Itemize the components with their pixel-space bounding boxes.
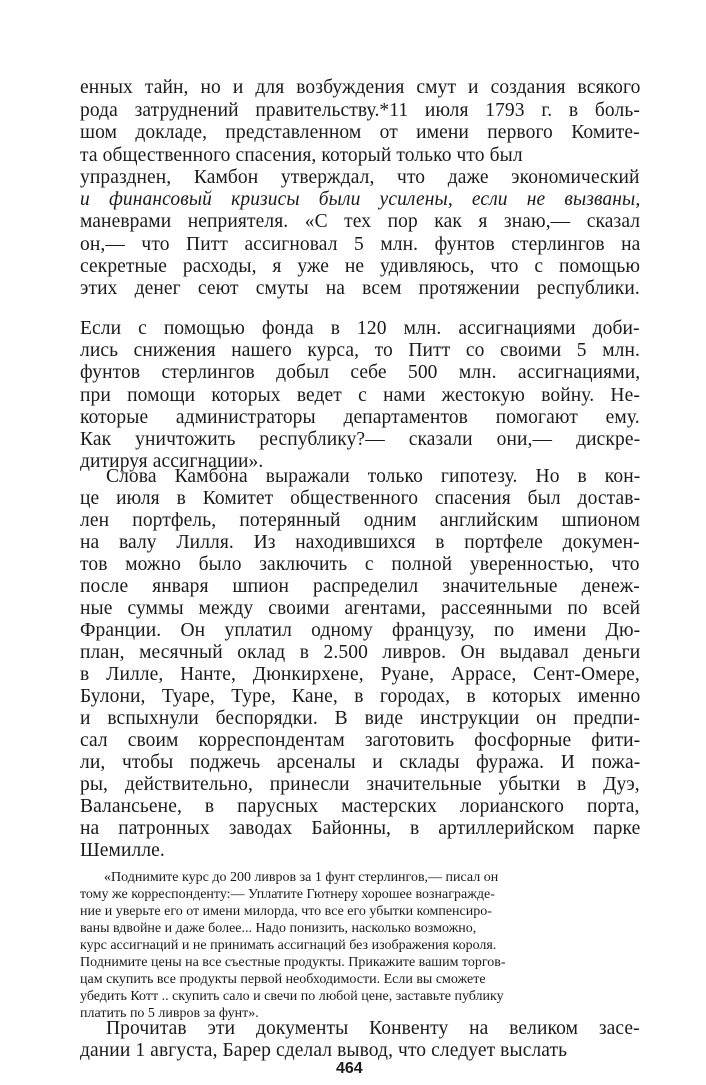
text-line: и вспыхнули беспорядки. В виде инструкции он предпи- xyxy=(80,708,640,729)
text-line: Слова Камбона выражали только гипотезу. Но в кон- xyxy=(106,466,641,487)
text-line: Франции. Он уплатил одному французу, по имени Дю- xyxy=(80,620,641,641)
text-line: сал своим корреспондентам заготовить фосфорные фити- xyxy=(80,730,641,751)
quote-line: платить по 5 ливров за фунт». xyxy=(80,1006,259,1021)
text-line: ры, действительно, принесли значительные убытки в Дуэ, xyxy=(80,774,640,795)
quote-line: цам скупить все продукты первой необходимости. Если вы сможете xyxy=(80,972,486,987)
text-line: Если с помощью фонда в 120 млн. ассигнациями доби- xyxy=(80,318,640,339)
quote-line: тому же корреспонденту:— Уплатите Гютнеру хорошее вознагражде- xyxy=(80,887,495,902)
text-line: шом докладе, представленном от имени первого Комите- xyxy=(80,122,640,143)
quote-line: убедить Котт .. скупить сало и свечи по любой цене, заставьте публику xyxy=(80,989,504,1004)
text-line: в Лилле, Нанте, Дюнкирхене, Руане, Аррасе, Сент-Омере, xyxy=(80,664,640,685)
quote-line: ваны вдвойне и даже более... Надо понизить, насколько возможно, xyxy=(80,921,477,936)
text-line: он,— что Питт ассигновал 5 млн. фунтов стерлингов на xyxy=(80,234,641,255)
text-line: фунтов стерлингов добыл себе 500 млн. ассигнациями, xyxy=(80,362,641,383)
quote-line: «Поднимите курс до 200 ливров за 1 фунт стерлингов,— писал он xyxy=(104,870,499,885)
text-line: дитируя ассигнации». xyxy=(80,451,264,472)
page-number: 464 xyxy=(336,1060,363,1077)
text-line-italic: и финансовый кризисы были усилены, если не вызваны, xyxy=(80,189,641,210)
text-line: Как уничтожить республику?— сказали они,— дискре- xyxy=(80,429,641,450)
quote-line: Поднимите цены на все съестные продукты. Прикажите вашим торгов- xyxy=(80,955,506,970)
text-line: енных тайн, но и для возбуждения смут и создания всякого xyxy=(80,77,641,98)
text-line: план, месячный оклад в 2.500 ливров. Он выдавал деньги xyxy=(80,642,641,663)
text-line: це июля в Комитет общественного спасения был достав- xyxy=(80,488,641,509)
text-line: лись снижения нашего курса, то Питт со своими 5 млн. xyxy=(80,340,640,361)
text-line: ли, чтобы поджечь арсеналы и склады фуража. И пожа- xyxy=(80,752,641,773)
text-line: Прочитав эти документы Конвенту на великом засе- xyxy=(106,1018,640,1039)
text-line: после января шпион распределил значительные денеж- xyxy=(80,576,640,597)
text-line: Валансьене, в парусных мастерских лорианского порта, xyxy=(80,796,640,817)
text-line: которые администраторы департаментов помогают ему. xyxy=(80,407,640,428)
text-line: Шемилле. xyxy=(80,840,165,861)
text-line: та общественного спасения, который только что был xyxy=(80,145,523,166)
text-line: маневрами неприятеля. «С тех пор как я знаю,— сказал xyxy=(80,211,641,232)
text-line: этих денег сеют смуты на всем протяжении республики. xyxy=(80,278,640,299)
text-line: секретные расходы, я уже не удивляюсь, что с помощью xyxy=(80,256,641,277)
quote-line: ние и уверьте его от имени милорда, что все его убытки компенсиро- xyxy=(80,904,492,919)
text-line: дании 1 августа, Барер сделал вывод, что следует выслать xyxy=(80,1040,568,1061)
text-line: Булони, Туаре, Туре, Кане, в городах, в которых именно xyxy=(80,686,641,707)
text-line: ные суммы между своими агентами, рассеянными по всей xyxy=(80,598,641,619)
text-line: упразднен, Камбон утверждал, что даже экономический xyxy=(80,167,640,188)
text-line: на валу Лилля. Из находившихся в портфеле докумен- xyxy=(80,532,640,553)
text-line: на патронных заводах Байонны, в артиллерийском парке xyxy=(80,818,641,839)
text-line: рода затруднений правительству.*11 июля 1793 г. в боль- xyxy=(80,100,640,121)
quote-line: курс ассигнаций и не принимать ассигнаций без изображения короля. xyxy=(80,938,497,953)
text-line: лен портфель, потерянный одним английским шпионом xyxy=(80,510,641,531)
text-line: при помощи которых ведет с нами жестокую войну. Не- xyxy=(80,385,640,406)
text-line: тов можно было заключить с полной уверенностью, что xyxy=(80,554,640,575)
